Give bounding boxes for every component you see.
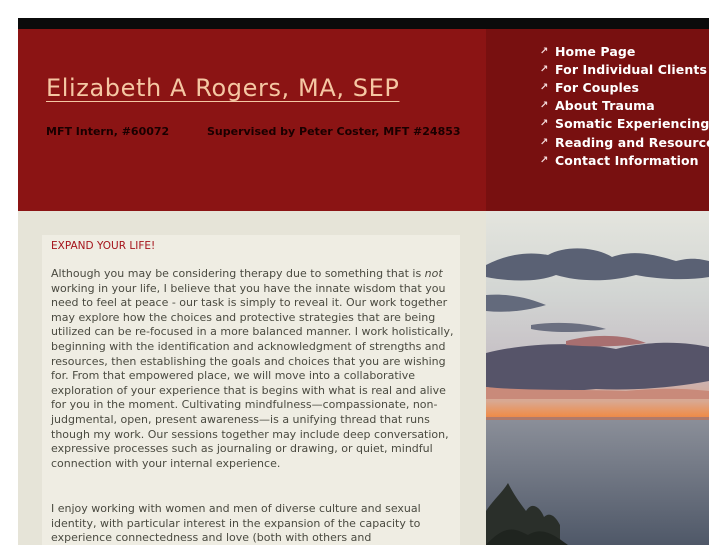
nav-item-somatic-experiencing[interactable] <box>540 115 722 133</box>
license-number: MFT Intern, #60072 <box>46 125 170 138</box>
nav-item-contact-information[interactable] <box>540 151 722 169</box>
arrow-up-right-icon: ↗ <box>540 45 549 57</box>
arrow-up-right-icon: ↗ <box>540 63 549 75</box>
nav-panel <box>486 29 723 211</box>
main-content <box>42 235 460 545</box>
nav-item-individual-clients[interactable] <box>540 60 722 78</box>
arrow-up-right-icon: ↗ <box>540 136 549 148</box>
nav-item-label[interactable]: Somatic Experiencing <box>555 116 710 132</box>
section-heading: EXPAND YOUR LIFE! <box>51 240 156 252</box>
arrow-up-right-icon: ↗ <box>540 100 549 112</box>
nav-item-couples[interactable] <box>540 78 722 96</box>
intro-paragraph <box>51 267 460 471</box>
nav-item-label[interactable]: For Couples <box>555 79 640 95</box>
nav-item-label[interactable]: Contact Information <box>555 152 699 168</box>
nav-item-label[interactable]: About Trauma <box>555 98 655 114</box>
supervisor-info: Supervised by Peter Coster, MFT #24853 <box>207 125 461 138</box>
top-border-bar <box>18 18 709 29</box>
intro-text-start: Although you may be considering therapy due to something that is <box>51 267 425 280</box>
nav-item-about-trauma[interactable] <box>540 97 722 115</box>
arrow-up-right-icon: ↗ <box>540 81 549 93</box>
sunset-photo <box>486 211 709 545</box>
arrow-up-right-icon: ↗ <box>540 118 549 130</box>
arrow-up-right-icon: ↗ <box>540 154 549 166</box>
site-title[interactable]: Elizabeth A Rogers, MA, SEP <box>46 74 400 102</box>
intro-text-end: working in your life, I believe that you have the innate wisdom that you need to feel at peace - our task is simply to reveal it. Our work together may explore how the choices and protective strategies that are being utilized can be re-focused in a more balanced manner. I work holistically, beginning with the identification and acknowledgment of strengths and resources, then establishing the goals and choices that you are wishing for. From that empowered place, we will move into a collaborative exploration of your experience that is begins with what is real and alive for you in the moment. Cultivating mindfulness—compassionate, non-judgmental, open, present awareness—is a unifying thread that runs though my work. Our sessions together may include deep conversation, expressive processes such as journaling or drawing, or quiet, mindful connection with your internal experience. <box>51 281 454 470</box>
main-nav <box>540 42 722 169</box>
nav-item-label[interactable]: Home Page <box>555 43 636 59</box>
intro-emphasis: not <box>424 267 443 280</box>
header-banner <box>18 29 486 211</box>
nav-item-label[interactable]: For Individual Clients <box>555 61 708 77</box>
nav-item-label[interactable]: Reading and Resources <box>555 134 723 150</box>
second-paragraph: I enjoy working with women and men of diverse culture and sexual identity, with particular interest in the expansion of the capacity to experience connectedness and love (both with others and <box>51 502 421 545</box>
nav-item-home-page[interactable] <box>540 42 722 60</box>
nav-item-reading-resources[interactable] <box>540 133 722 151</box>
sunset-seascape-image <box>486 211 709 545</box>
